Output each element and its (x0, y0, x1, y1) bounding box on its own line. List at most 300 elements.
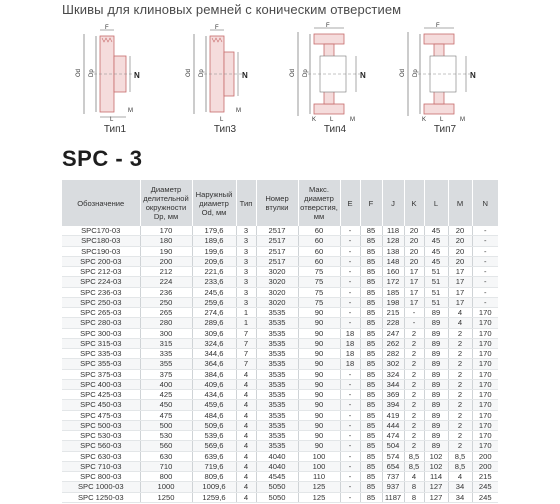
table-cell: 630 (140, 451, 192, 461)
table-cell: 800 (140, 472, 192, 482)
table-cell: 2517 (256, 226, 298, 236)
table-cell: 809,6 (192, 472, 236, 482)
table-cell: SPC 250-03 (62, 297, 140, 307)
table-cell: 85 (360, 390, 382, 400)
table-cell: 90 (298, 308, 340, 318)
table-cell: 654 (382, 461, 404, 471)
table-cell: 45 (424, 226, 448, 236)
table-cell: - (340, 246, 360, 256)
table-cell: SPC 475-03 (62, 410, 140, 420)
table-body (62, 226, 498, 502)
table-cell: SPC 375-03 (62, 369, 140, 379)
table-cell: 3535 (256, 410, 298, 420)
table-cell: 89 (424, 359, 448, 369)
label-f: F (326, 23, 330, 29)
table-cell: 89 (424, 328, 448, 338)
table-cell: 289,6 (192, 318, 236, 328)
table-row (62, 369, 498, 379)
table-row (62, 431, 498, 441)
table-cell: 4 (236, 379, 256, 389)
column-header: N (472, 180, 498, 226)
table-row (62, 400, 498, 410)
table-cell: 434,6 (192, 390, 236, 400)
table-cell: 85 (360, 441, 382, 451)
table-cell: 3535 (256, 369, 298, 379)
table-row (62, 256, 498, 266)
table-cell: 4 (236, 492, 256, 502)
table-cell: 209,6 (192, 256, 236, 266)
diagram-type4 (280, 22, 390, 140)
table-cell: - (340, 369, 360, 379)
table-cell: 280 (140, 318, 192, 328)
table-cell: 8,5 (404, 451, 424, 461)
table-cell: SPC 400-03 (62, 379, 140, 389)
table-cell: 300 (140, 328, 192, 338)
table-cell: 262 (382, 338, 404, 348)
table-cell: 302 (382, 359, 404, 369)
table-cell: 500 (140, 420, 192, 430)
table-cell: 17 (404, 267, 424, 277)
table-cell: 34 (448, 492, 472, 502)
table-cell: 474 (382, 431, 404, 441)
table-cell: SPC 200-03 (62, 256, 140, 266)
table-cell: 85 (360, 277, 382, 287)
table-cell: 224 (140, 277, 192, 287)
table-cell: - (340, 390, 360, 400)
table-cell: - (340, 256, 360, 266)
table-cell: 85 (360, 246, 382, 256)
table-cell: 1 (236, 308, 256, 318)
table-cell: 18 (340, 359, 360, 369)
table-cell: 180 (140, 236, 192, 246)
table-cell: 3535 (256, 420, 298, 430)
label-od: Od (76, 68, 82, 77)
table-cell: 45 (424, 246, 448, 256)
table-cell: 85 (360, 338, 382, 348)
table-cell: 51 (424, 267, 448, 277)
table-cell: 7 (236, 328, 256, 338)
table-row (62, 267, 498, 277)
diagram-type1-label: Тип1 (103, 124, 127, 135)
table-cell: SPC 355-03 (62, 359, 140, 369)
table-cell: 17 (404, 287, 424, 297)
table-cell: 1187 (382, 492, 404, 502)
table-cell: 2 (448, 410, 472, 420)
table-cell: 344,6 (192, 349, 236, 359)
table-cell: 200 (472, 461, 498, 471)
table-cell: SPC170-03 (62, 226, 140, 236)
table-cell: 172 (382, 277, 404, 287)
column-header: Тип (236, 180, 256, 226)
table-cell: 2 (404, 431, 424, 441)
table-cell: 3 (236, 226, 256, 236)
table-cell: 3 (236, 246, 256, 256)
table-row (62, 297, 498, 307)
table-cell: 344 (382, 379, 404, 389)
table-cell: 2 (448, 420, 472, 430)
table-cell: - (340, 308, 360, 318)
table-cell: 85 (360, 328, 382, 338)
table-cell: 259,6 (192, 297, 236, 307)
table-cell: 710 (140, 461, 192, 471)
table-row (62, 379, 498, 389)
table-cell: 60 (298, 246, 340, 256)
table-cell: 185 (382, 287, 404, 297)
table-cell: 3020 (256, 267, 298, 277)
label-od: Od (186, 68, 192, 77)
table-cell: 89 (424, 431, 448, 441)
table-cell: SPC 630-03 (62, 451, 140, 461)
table-cell: 20 (404, 236, 424, 246)
table-cell: SPC 800-03 (62, 472, 140, 482)
table-cell: 51 (424, 277, 448, 287)
table-cell: 2517 (256, 246, 298, 256)
table-cell: 3020 (256, 297, 298, 307)
pulley-type7-drawing (390, 22, 500, 122)
table-cell: 309,6 (192, 328, 236, 338)
table-cell: 409,6 (192, 379, 236, 389)
table-cell: 324 (382, 369, 404, 379)
table-cell: 89 (424, 318, 448, 328)
table-row (62, 246, 498, 256)
table-cell: 4040 (256, 461, 298, 471)
table-cell: 85 (360, 472, 382, 482)
table-cell: 90 (298, 328, 340, 338)
table-cell: SPC 1250-03 (62, 492, 140, 502)
table-cell: 2 (448, 328, 472, 338)
diagram-type7 (390, 22, 500, 140)
table-cell: 85 (360, 482, 382, 492)
table-cell: 90 (298, 359, 340, 369)
table-cell: 20 (404, 226, 424, 236)
column-header: Макс. диаметр отверстия, мм (298, 180, 340, 226)
table-cell: 90 (298, 420, 340, 430)
table-cell: 114 (424, 472, 448, 482)
table-cell: 138 (382, 246, 404, 256)
column-header: J (382, 180, 404, 226)
table-cell: 17 (404, 297, 424, 307)
column-header: E (340, 180, 360, 226)
table-cell: 160 (382, 267, 404, 277)
table-cell: 5050 (256, 492, 298, 502)
table-cell: 419 (382, 410, 404, 420)
table-cell: 20 (448, 226, 472, 236)
table-cell: 85 (360, 256, 382, 266)
table-cell: 2 (448, 390, 472, 400)
table-row (62, 308, 498, 318)
table-cell: 3 (236, 277, 256, 287)
table-cell: 20 (404, 246, 424, 256)
table-cell: 4 (236, 410, 256, 420)
table-cell: 85 (360, 420, 382, 430)
column-header: Диаметр делительной окружности Dp, мм (140, 180, 192, 226)
table-cell: 425 (140, 390, 192, 400)
table-cell: SPC180-03 (62, 236, 140, 246)
table-cell: SPC 425-03 (62, 390, 140, 400)
table-cell: 170 (472, 349, 498, 359)
table-cell: 4 (236, 441, 256, 451)
table-cell: 45 (424, 236, 448, 246)
table-cell: SPC 300-03 (62, 328, 140, 338)
table-cell: 4 (236, 482, 256, 492)
table-cell: - (340, 451, 360, 461)
table-cell: 1009,6 (192, 482, 236, 492)
table-cell: 3535 (256, 308, 298, 318)
table-cell: 170 (472, 359, 498, 369)
table-cell: 384,6 (192, 369, 236, 379)
table-cell: 324,6 (192, 338, 236, 348)
table-row (62, 472, 498, 482)
table-cell: 560 (140, 441, 192, 451)
table-cell: 90 (298, 390, 340, 400)
table-cell: 190 (140, 246, 192, 256)
table-cell: 4 (236, 390, 256, 400)
column-header: K (404, 180, 424, 226)
table-cell: 85 (360, 461, 382, 471)
table-cell: 18 (340, 328, 360, 338)
label-f: F (215, 25, 219, 31)
table-cell: - (472, 287, 498, 297)
table-cell: 85 (360, 349, 382, 359)
label-od: Od (400, 68, 406, 77)
table-cell: - (340, 461, 360, 471)
table-cell: 4 (236, 400, 256, 410)
table-cell: 170 (472, 400, 498, 410)
table-cell: SPC 224-03 (62, 277, 140, 287)
table-cell: SPC 212-03 (62, 267, 140, 277)
column-header: L (424, 180, 448, 226)
label-m: M (236, 108, 241, 114)
table-cell: 17 (448, 277, 472, 287)
table-cell: 8,5 (404, 461, 424, 471)
table-cell: 170 (472, 369, 498, 379)
table-cell: 89 (424, 390, 448, 400)
table-cell: - (340, 297, 360, 307)
table-cell: 45 (424, 256, 448, 266)
table-cell: - (340, 318, 360, 328)
table-cell: 90 (298, 441, 340, 451)
table-cell: 51 (424, 297, 448, 307)
table-cell: - (472, 267, 498, 277)
table-cell: 639,6 (192, 451, 236, 461)
table-cell: 2 (448, 400, 472, 410)
table-cell: 335 (140, 349, 192, 359)
table-cell: 170 (472, 441, 498, 451)
table-cell: 3535 (256, 400, 298, 410)
table-cell: 2 (404, 349, 424, 359)
table-cell: 4 (236, 451, 256, 461)
diagram-type1 (60, 22, 170, 140)
spec-table (62, 180, 498, 503)
table-cell: 274,6 (192, 308, 236, 318)
table-cell: - (340, 400, 360, 410)
table-cell: 450 (140, 400, 192, 410)
diagram-type7-label: Тип7 (433, 124, 457, 135)
table-cell: 102 (424, 451, 448, 461)
table-cell: 85 (360, 492, 382, 502)
table-cell: 89 (424, 441, 448, 451)
table-cell: 245,6 (192, 287, 236, 297)
label-n: N (242, 71, 248, 80)
label-dp: Dp (303, 69, 309, 77)
table-cell: 100 (298, 461, 340, 471)
column-header: Наружный диаметр Od, мм (192, 180, 236, 226)
table-cell: 4 (236, 461, 256, 471)
table-cell: 937 (382, 482, 404, 492)
table-cell: 60 (298, 256, 340, 266)
table-cell: - (472, 297, 498, 307)
table-cell: 90 (298, 379, 340, 389)
table-cell: 574 (382, 451, 404, 461)
table-cell: 118 (382, 226, 404, 236)
table-cell: - (472, 256, 498, 266)
table-cell: 85 (360, 297, 382, 307)
table-cell: - (340, 267, 360, 277)
table-cell: 179,6 (192, 226, 236, 236)
table-cell: 3 (236, 267, 256, 277)
label-m: M (128, 108, 133, 114)
table-cell: 90 (298, 349, 340, 359)
table-cell: 4 (448, 308, 472, 318)
table-cell: 17 (448, 267, 472, 277)
table-cell: 75 (298, 277, 340, 287)
table-cell: 4 (236, 369, 256, 379)
table-cell: 2 (404, 390, 424, 400)
table-cell: 212 (140, 267, 192, 277)
table-cell: 85 (360, 359, 382, 369)
label-l: L (220, 117, 224, 122)
table-cell: SPC190-03 (62, 246, 140, 256)
table-cell: 128 (382, 236, 404, 246)
diagram-type3-label: Тип3 (213, 124, 237, 135)
table-cell: 4545 (256, 472, 298, 482)
table-cell: 3535 (256, 379, 298, 389)
table-cell: - (340, 379, 360, 389)
table-cell: 3535 (256, 349, 298, 359)
table-cell: 484,6 (192, 410, 236, 420)
table-cell: SPC 265-03 (62, 308, 140, 318)
table-cell: 4 (448, 318, 472, 328)
table-cell: 89 (424, 400, 448, 410)
table-cell: - (472, 226, 498, 236)
label-dp: Dp (199, 69, 205, 77)
table-cell: SPC 1000-03 (62, 482, 140, 492)
table-row (62, 328, 498, 338)
label-l: L (440, 117, 444, 122)
table-cell: 3535 (256, 338, 298, 348)
table-cell: 3535 (256, 441, 298, 451)
table-cell: 198 (382, 297, 404, 307)
table-cell: 5050 (256, 482, 298, 492)
table-cell: 2 (448, 338, 472, 348)
table-cell: 85 (360, 287, 382, 297)
label-od: Od (290, 68, 296, 77)
table-cell: 2 (404, 359, 424, 369)
table-cell: 170 (472, 410, 498, 420)
table-cell: 85 (360, 379, 382, 389)
table-cell: 170 (472, 379, 498, 389)
table-cell: 250 (140, 297, 192, 307)
table-cell: 3535 (256, 390, 298, 400)
table-cell: 245 (472, 482, 498, 492)
table-cell: 170 (472, 431, 498, 441)
table-cell: - (472, 277, 498, 287)
table-cell: - (472, 236, 498, 246)
table-row (62, 236, 498, 246)
table-cell: 89 (424, 369, 448, 379)
table-cell: 90 (298, 400, 340, 410)
table-cell: 3 (236, 297, 256, 307)
column-header: M (448, 180, 472, 226)
table-row (62, 492, 498, 502)
table-cell: 475 (140, 410, 192, 420)
diagram-type4-label: Тип4 (323, 124, 347, 135)
table-cell: - (472, 246, 498, 256)
table-row (62, 277, 498, 287)
table-row (62, 482, 498, 492)
label-n: N (134, 71, 140, 80)
table-cell: 102 (424, 461, 448, 471)
label-k: K (422, 117, 427, 122)
table-cell: SPC 500-03 (62, 420, 140, 430)
table-cell: 90 (298, 410, 340, 420)
table-row (62, 441, 498, 451)
table-cell: 375 (140, 369, 192, 379)
table-cell: 4 (404, 472, 424, 482)
table-cell: - (404, 308, 424, 318)
table-cell: 34 (448, 482, 472, 492)
table-cell: - (340, 482, 360, 492)
table-cell: 127 (424, 482, 448, 492)
table-cell: 7 (236, 349, 256, 359)
table-cell: 17 (448, 297, 472, 307)
table-cell: 7 (236, 359, 256, 369)
table-cell: 90 (298, 369, 340, 379)
spec-table-wrap (62, 180, 498, 503)
table-cell: 2 (448, 369, 472, 379)
table-cell: - (340, 441, 360, 451)
table-cell: 315 (140, 338, 192, 348)
label-k: K (312, 117, 317, 122)
table-cell: 17 (448, 287, 472, 297)
table-cell: - (340, 431, 360, 441)
column-header: F (360, 180, 382, 226)
table-cell: 245 (472, 492, 498, 502)
table-cell: 2 (448, 349, 472, 359)
table-row (62, 451, 498, 461)
table-cell: 170 (140, 226, 192, 236)
table-cell: 2 (448, 359, 472, 369)
table-cell: 215 (382, 308, 404, 318)
table-cell: 100 (298, 451, 340, 461)
table-cell: - (340, 492, 360, 502)
table-cell: 3535 (256, 431, 298, 441)
table-row (62, 390, 498, 400)
table-cell: 4040 (256, 451, 298, 461)
table-cell: 85 (360, 236, 382, 246)
table-cell: 89 (424, 420, 448, 430)
table-cell: 20 (448, 236, 472, 246)
table-cell: - (340, 236, 360, 246)
table-cell: 719,6 (192, 461, 236, 471)
table-cell: 18 (340, 338, 360, 348)
table-cell: 282 (382, 349, 404, 359)
table-cell: 2 (404, 379, 424, 389)
table-cell: 569,6 (192, 441, 236, 451)
table-cell: 3 (236, 287, 256, 297)
table-cell: SPC 335-03 (62, 349, 140, 359)
table-cell: 170 (472, 420, 498, 430)
